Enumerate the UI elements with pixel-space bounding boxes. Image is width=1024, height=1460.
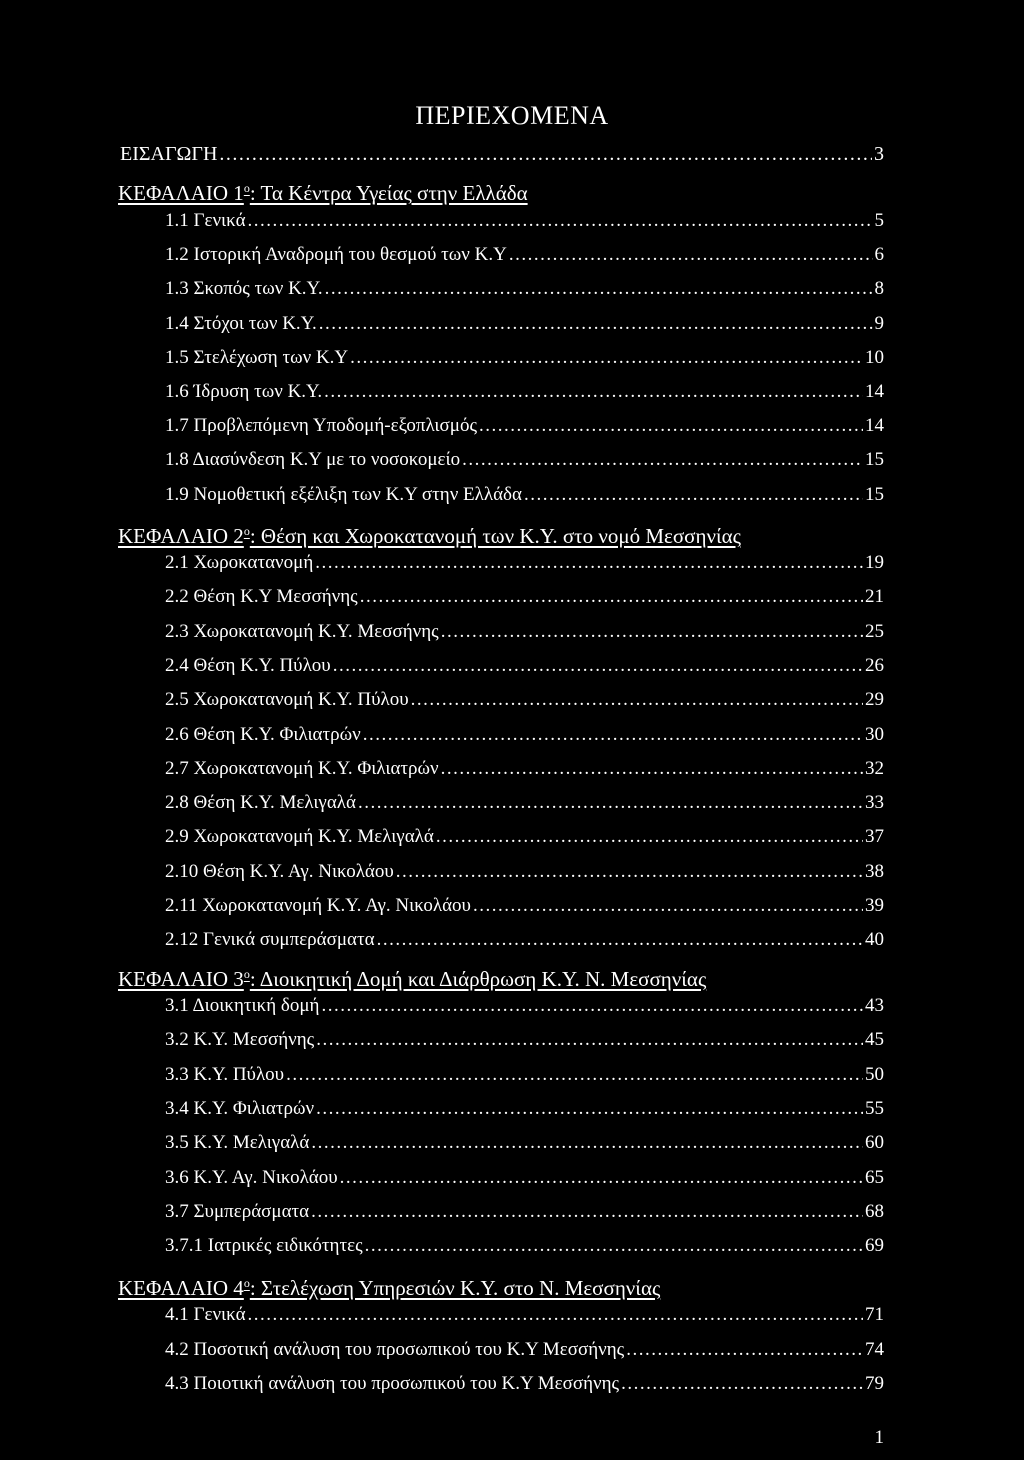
leader-dots	[322, 993, 864, 1019]
leader-dots	[363, 722, 863, 748]
toc-entry-label: 3.3 Κ.Υ. Πύλου	[165, 1063, 285, 1085]
leader-dots	[621, 1371, 863, 1397]
chapter-sup: ο	[243, 181, 250, 195]
toc-entry-label: 2.2 Θέση Κ.Υ Μεσσήνης	[165, 586, 358, 608]
toc-entry-page: 55	[865, 1097, 884, 1119]
leader-dots	[396, 859, 863, 885]
toc-entry[interactable]	[165, 653, 884, 679]
toc-entry-label: 2.11 Χωροκατανομή Κ.Υ. Αγ. Νικολάου	[165, 895, 471, 916]
chapter-2-heading[interactable]	[118, 517, 741, 548]
toc-entry-page: 5	[874, 210, 884, 231]
toc-entry[interactable]	[165, 311, 884, 337]
toc-entry[interactable]	[165, 619, 884, 645]
toc-entry[interactable]	[165, 242, 884, 268]
toc-entry-label: 2.12 Γενικά συμπεράσματα	[165, 929, 375, 951]
toc-entry-page: 79	[865, 1373, 884, 1394]
toc-entry[interactable]	[165, 859, 884, 885]
leader-dots	[248, 1302, 863, 1328]
toc-entry-intro[interactable]	[120, 141, 884, 167]
toc-entry[interactable]	[165, 1096, 884, 1122]
toc-entry[interactable]	[165, 550, 884, 576]
toc-entry-label: 1.5 Στελέχωση των Κ.Υ	[165, 346, 349, 368]
toc-entry-page: 26	[865, 654, 884, 676]
toc-entry-label: 1.2 Ιστορική Αναδρομή του θεσμού των Κ.Υ	[165, 244, 507, 266]
toc-entry-label: 2.9 Χωροκατανομή Κ.Υ. Μελιγαλά	[165, 826, 434, 848]
toc-entry-page: 69	[865, 1235, 884, 1257]
leader-dots	[473, 893, 863, 919]
toc-entry-page: 43	[865, 995, 884, 1016]
toc-entry-page: 14	[865, 415, 884, 437]
toc-entry-label: 1.9 Νομοθετική εξέλιξη των Κ.Υ στην Ελλάδα	[165, 483, 522, 505]
leader-dots	[441, 619, 863, 645]
toc-entry-label: 1.8 Διασύνδεση Κ.Υ με το νοσοκομείο	[165, 449, 461, 471]
toc-entry[interactable]	[165, 584, 884, 610]
toc-entry-page: 8	[874, 278, 884, 300]
toc-entry-page: 60	[865, 1132, 884, 1154]
toc-entry-page: 29	[865, 689, 884, 711]
toc-entry-page: 68	[865, 1200, 884, 1222]
chapter-title: ΚΕΦΑΛΑΙΟ 2	[118, 524, 244, 548]
toc-entry[interactable]	[165, 1337, 884, 1363]
toc-entry[interactable]	[165, 447, 884, 473]
leader-dots	[462, 447, 863, 473]
leader-dots	[350, 345, 863, 371]
toc-entry[interactable]	[165, 790, 884, 816]
toc-entry-page: 10	[865, 346, 884, 368]
toc-entry-page: 65	[865, 1166, 884, 1188]
toc-entry-page: 50	[865, 1063, 884, 1085]
leader-dots	[411, 687, 863, 713]
leader-dots	[436, 824, 863, 850]
toc-entry-label: 3.2 Κ.Υ. Μεσσήνης	[165, 1029, 315, 1051]
chapter-subtitle: : Στελέχωση Υπηρεσιών Κ.Υ. στο Ν. Μεσσηνίας	[249, 1276, 661, 1300]
chapter-sup: ο	[243, 524, 250, 538]
chapter-title: ΚΕΦΑΛΑΙΟ 4	[118, 1276, 244, 1300]
leader-dots	[365, 1233, 863, 1259]
toc-entry[interactable]	[165, 687, 884, 713]
chapter-subtitle: : Τα Κέντρα Υγείας στην Ελλάδα	[249, 181, 528, 205]
toc-entry[interactable]	[165, 1371, 884, 1397]
toc-entry-page: 25	[865, 620, 884, 642]
toc-entry[interactable]	[165, 1199, 884, 1225]
leader-dots	[311, 1130, 863, 1156]
toc-entry-label: 2.1 Χωροκατανομή	[165, 552, 314, 573]
leader-dots	[333, 653, 863, 679]
toc-entry-page: 3	[874, 143, 884, 165]
leader-dots	[626, 1337, 863, 1363]
toc-entry-label: 3.7.1 Ιατρικές ειδικότητες	[165, 1235, 363, 1257]
toc-entry[interactable]	[165, 1233, 884, 1259]
toc-entry-page: 39	[865, 895, 884, 916]
toc-entry-label: 3.5 Κ.Υ. Μελιγαλά	[165, 1132, 310, 1154]
toc-entry-page: 9	[874, 312, 884, 334]
toc-entry[interactable]	[165, 756, 884, 782]
toc-entry[interactable]	[165, 1130, 884, 1156]
toc-entry-label: 2.6 Θέση Κ.Υ. Φιλιατρών	[165, 723, 361, 745]
toc-entry-label: 3.4 Κ.Υ. Φιλιατρών	[165, 1097, 315, 1119]
toc-entry-label: 2.3 Χωροκατανομή Κ.Υ. Μεσσήνης	[165, 620, 439, 642]
leader-dots	[316, 1027, 863, 1053]
toc-entry-label: 4.1 Γενικά	[165, 1304, 246, 1325]
toc-entry-page: 38	[865, 860, 884, 882]
leader-dots	[479, 413, 863, 439]
toc-entry[interactable]	[165, 722, 884, 748]
toc-entry-label: 1.7 Προβλεπόμενη Υποδομή-εξοπλισμός	[165, 415, 477, 437]
page-number: 1	[874, 1427, 884, 1448]
toc-entry-label: 2.10 Θέση Κ.Υ. Αγ. Νικολάου	[165, 860, 394, 882]
toc-entry-label: 1.6 Ίδρυση των Κ.Υ.	[165, 381, 323, 402]
chapter-1-heading[interactable]	[118, 174, 528, 205]
toc-entry-label: 2.8 Θέση Κ.Υ. Μελιγαλά	[165, 792, 356, 814]
leader-dots	[324, 379, 863, 405]
toc-entry[interactable]	[165, 1027, 884, 1053]
toc-entry-label: 2.4 Θέση Κ.Υ. Πύλου	[165, 654, 331, 676]
toc-entry-page: 19	[865, 552, 884, 573]
page-title: ΠΕΡΙΕΧΟΜΕΝΑ	[415, 101, 609, 130]
chapter-title: ΚΕΦΑΛΑΙΟ 1	[118, 181, 244, 205]
leader-dots	[509, 242, 873, 268]
leader-dots	[315, 550, 863, 576]
toc-entry-page: 40	[865, 929, 884, 951]
toc-entry[interactable]	[165, 276, 884, 302]
toc-entry-page: 30	[865, 723, 884, 745]
toc-entry[interactable]	[165, 208, 884, 234]
toc-entry[interactable]	[165, 1062, 884, 1088]
toc-entry-page: 74	[865, 1338, 884, 1360]
toc-entry-label: 1.3 Σκοπός των Κ.Υ.	[165, 278, 323, 300]
toc-entry-label: 3.7 Συμπεράσματα	[165, 1200, 310, 1222]
toc-entry-label: 4.3 Ποιοτική ανάλυση του προσωπικού του Κ.Υ Μεσσήνης	[165, 1373, 620, 1394]
toc-entry-label: 2.5 Χωροκατανομή Κ.Υ. Πύλου	[165, 689, 409, 711]
toc-entry[interactable]	[165, 482, 884, 508]
toc-entry-label: 3.6 Κ.Υ. Αγ. Νικολάου	[165, 1166, 338, 1188]
toc-entry-page: 15	[865, 449, 884, 471]
toc-entry-label: 3.1 Διοικητική δομή	[165, 995, 320, 1016]
leader-dots	[219, 141, 872, 167]
chapter-sup: ο	[243, 1276, 250, 1290]
toc-entry[interactable]	[165, 993, 884, 1019]
toc-entry[interactable]	[165, 893, 884, 919]
leader-dots	[319, 311, 873, 337]
toc-entry[interactable]	[165, 345, 884, 371]
toc-entry-page: 37	[865, 826, 884, 848]
toc-entry[interactable]	[165, 927, 884, 953]
toc-entry[interactable]	[165, 824, 884, 850]
leader-dots	[248, 208, 873, 234]
chapter-4-heading[interactable]	[118, 1269, 661, 1300]
chapter-subtitle: : Θέση και Χωροκατανομή των Κ.Υ. στο νομό Μεσσηνίας	[249, 524, 741, 548]
leader-dots	[316, 1096, 863, 1122]
leader-dots	[360, 584, 863, 610]
toc-entry-page: 71	[865, 1304, 884, 1325]
toc-entry[interactable]	[165, 1302, 884, 1328]
toc-entry-page: 33	[865, 792, 884, 814]
toc-entry-label: 2.7 Χωροκατανομή Κ.Υ. Φιλιατρών	[165, 757, 439, 779]
toc-entry-page: 14	[865, 381, 884, 402]
leader-dots	[441, 756, 863, 782]
toc-entry-label: ΕΙΣΑΓΩΓΗ	[120, 143, 218, 165]
chapter-sup: ο	[243, 967, 250, 981]
toc-entry[interactable]	[165, 1165, 884, 1191]
toc-entry[interactable]	[165, 379, 884, 405]
toc-entry-page: 21	[865, 586, 884, 608]
toc-entry-label: 1.1 Γενικά	[165, 210, 246, 231]
toc-entry-page: 45	[865, 1029, 884, 1051]
leader-dots	[358, 790, 863, 816]
toc-entry-page: 15	[865, 483, 884, 505]
leader-dots	[311, 1199, 863, 1225]
toc-entry[interactable]	[165, 413, 884, 439]
toc-entry-page: 32	[865, 757, 884, 779]
toc-entry-label: 1.4 Στόχοι των Κ.Υ.	[165, 312, 317, 334]
leader-dots	[340, 1165, 863, 1191]
chapter-3-heading[interactable]	[118, 960, 707, 991]
toc-entry-page: 6	[874, 244, 884, 266]
leader-dots	[325, 276, 873, 302]
leader-dots	[286, 1062, 863, 1088]
toc-entry-label: 4.2 Ποσοτική ανάλυση του προσωπικού του Κ.Υ Μεσσήνης	[165, 1338, 625, 1360]
leader-dots	[377, 927, 863, 953]
leader-dots	[524, 482, 863, 508]
chapter-subtitle: : Διοικητική Δομή και Διάρθρωση Κ.Υ. Ν. Μεσσηνίας	[249, 967, 707, 991]
chapter-title: ΚΕΦΑΛΑΙΟ 3	[118, 967, 244, 991]
